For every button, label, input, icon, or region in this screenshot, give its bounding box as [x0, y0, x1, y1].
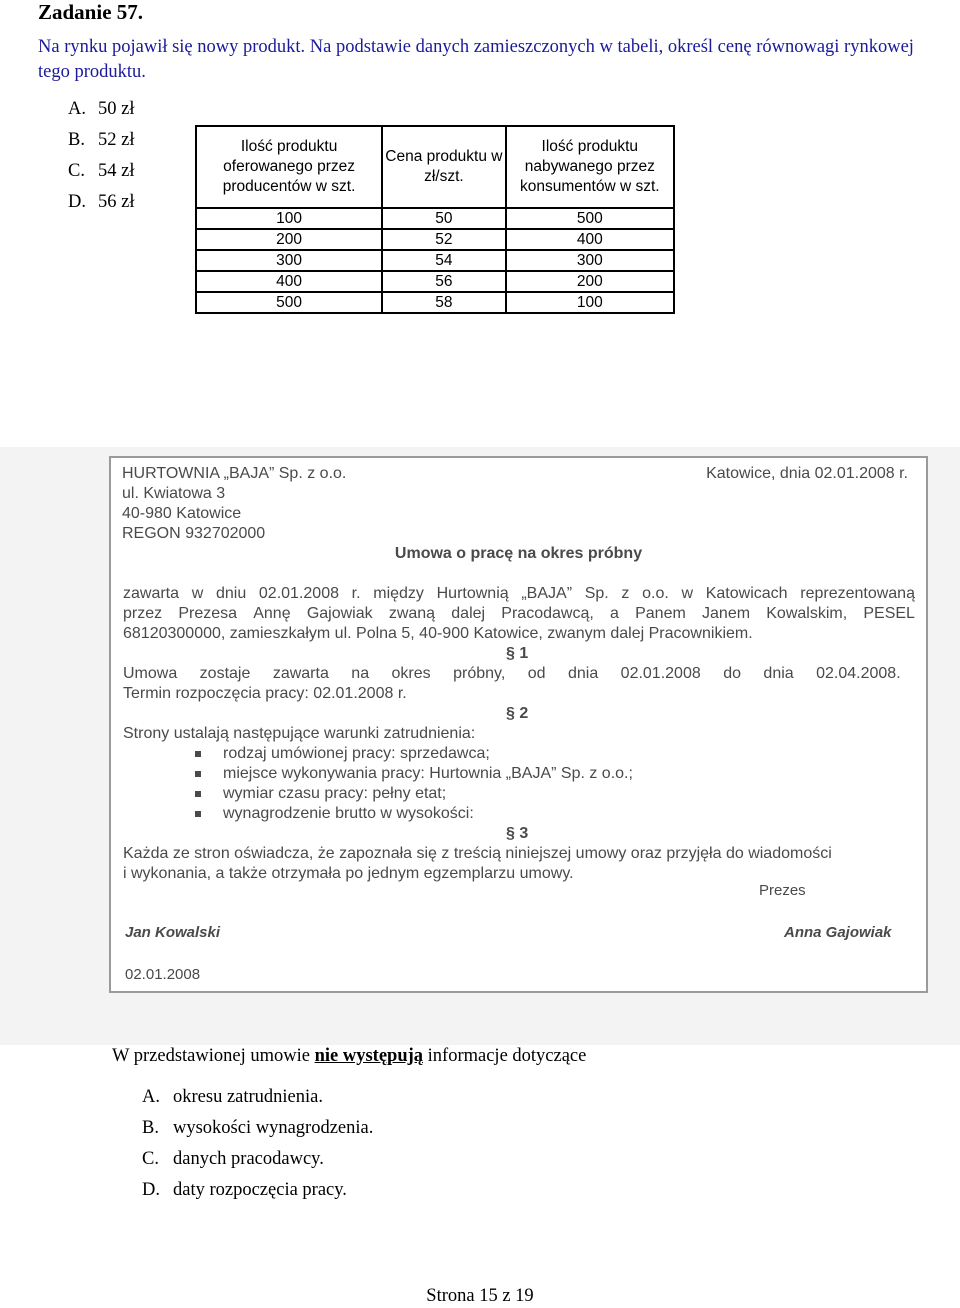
table-row [196, 229, 674, 250]
option-a[interactable]: A. okresu zatrudnienia. [142, 1087, 323, 1107]
section-3-label: § 3 [506, 825, 529, 842]
table-cell: 52 [382, 229, 505, 250]
table-cell: 500 [506, 208, 674, 229]
option-a[interactable]: A. 50 zł [68, 99, 135, 119]
table-row [196, 208, 674, 229]
table-cell: 100 [506, 292, 674, 313]
table-cell: 200 [506, 271, 674, 292]
condition-item: rodzaj umówionej pracy: sprzedawca; [223, 745, 490, 762]
option-b[interactable]: B. wysokości wynagrodzenia. [142, 1118, 374, 1138]
section-1-line-1: Umowa zostaje zawarta na okres próbny, od dnia 02.01.2008 do dnia 02.04.2008. [123, 665, 901, 682]
header-price: Cena produktu w zł/szt. [382, 126, 505, 208]
table-header-row [196, 126, 674, 208]
market-table [195, 125, 675, 314]
table-cell: 54 [382, 250, 505, 271]
option-c[interactable]: C. 54 zł [68, 161, 135, 181]
bullet-icon [195, 811, 201, 817]
table-row [196, 292, 674, 313]
section-2-intro: Strony ustalają następujące warunki zatrudnienia: [123, 725, 476, 742]
option-b[interactable]: B. 52 zł [68, 130, 135, 150]
question-1-options [68, 94, 134, 218]
table-cell: 300 [196, 250, 382, 271]
address-city: 40-980 Katowice [122, 505, 242, 522]
option-c[interactable]: C. danych pracodawcy. [142, 1149, 324, 1169]
bullet-icon [195, 771, 201, 777]
address-street: ul. Kwiatowa 3 [122, 485, 226, 502]
section-1-line-2: Termin rozpoczęcia pracy: 02.01.2008 r. [123, 685, 407, 702]
section-3-line-2: i wykonania, a także otrzymała po jednym egzemplarzu umowy. [123, 865, 574, 882]
company-name: HURTOWNIA „BAJA” Sp. z o.o. [122, 465, 347, 482]
prezes-label: Prezes [759, 882, 806, 899]
page-footer: Strona 15 z 19 [426, 1286, 534, 1306]
section-2-label: § 2 [506, 705, 529, 722]
table-row [196, 250, 674, 271]
question-2-text: W przedstawionej umowie nie występują informacje dotyczące [112, 1046, 587, 1066]
question-2-options [142, 1082, 373, 1206]
header-demand: Ilość produktu nabywanego przez konsumentów w szt. [506, 126, 674, 208]
intro-line-1: zawarta w dniu 02.01.2008 r. między Hurtownią „BAJA” Sp. z o.o. w Katowicach reprezentowaną [123, 585, 915, 602]
bullet-icon [195, 791, 201, 797]
table-cell: 300 [506, 250, 674, 271]
table-cell: 56 [382, 271, 505, 292]
employee-signature: Jan Kowalski [125, 924, 221, 941]
contract-title: Umowa o pracę na okres próbny [394, 545, 643, 562]
intro-line-2: przez Prezesa Annę Gajowiak zwaną dalej Pracodawcą, a Panem Janem Kowalskim, PESEL [123, 605, 915, 622]
option-d[interactable]: D. daty rozpoczęcia pracy. [142, 1180, 347, 1200]
emphasis: nie występują [314, 1046, 424, 1066]
table-cell: 200 [196, 229, 382, 250]
contract-document [109, 456, 928, 993]
condition-item: wynagrodzenie brutto w wysokości: [223, 805, 474, 822]
table-cell: 500 [196, 292, 382, 313]
option-d[interactable]: D. 56 zł [68, 192, 135, 212]
table-row [196, 271, 674, 292]
condition-item: wymiar czasu pracy: pełny etat; [223, 785, 447, 802]
table-cell: 50 [382, 208, 505, 229]
intro-line-3: 68120300000, zamieszkałym ul. Polna 5, 40-900 Katowice, zwanym dalej Pracownikiem. [123, 625, 753, 642]
employer-signature: Anna Gajowiak [784, 924, 892, 941]
section-3-line-1: Każda ze stron oświadcza, że zapoznała się z treścią niniejszej umowy oraz przyjęła do wiadomości [123, 845, 832, 862]
task-title: Zadanie 57. [38, 0, 144, 24]
header-supply: Ilość produktu oferowanego przez producentów w szt. [196, 126, 382, 208]
bullet-icon [195, 751, 201, 757]
question-1-text: Na rynku pojawił się nowy produkt. Na podstawie danych zamieszczonych w tabeli, określ cenę równowagi rynkowej tego produktu. [38, 37, 914, 82]
condition-item: miejsce wykonywania pracy: Hurtownia „BAJA” Sp. z o.o.; [223, 765, 633, 782]
table-cell: 400 [196, 271, 382, 292]
table-cell: 58 [382, 292, 505, 313]
section-1-label: § 1 [506, 645, 529, 662]
table-cell: 100 [196, 208, 382, 229]
place-date: Katowice, dnia 02.01.2008 r. [706, 465, 908, 482]
table-cell: 400 [506, 229, 674, 250]
sign-date: 02.01.2008 [125, 966, 201, 983]
regon: REGON 932702000 [122, 525, 266, 542]
